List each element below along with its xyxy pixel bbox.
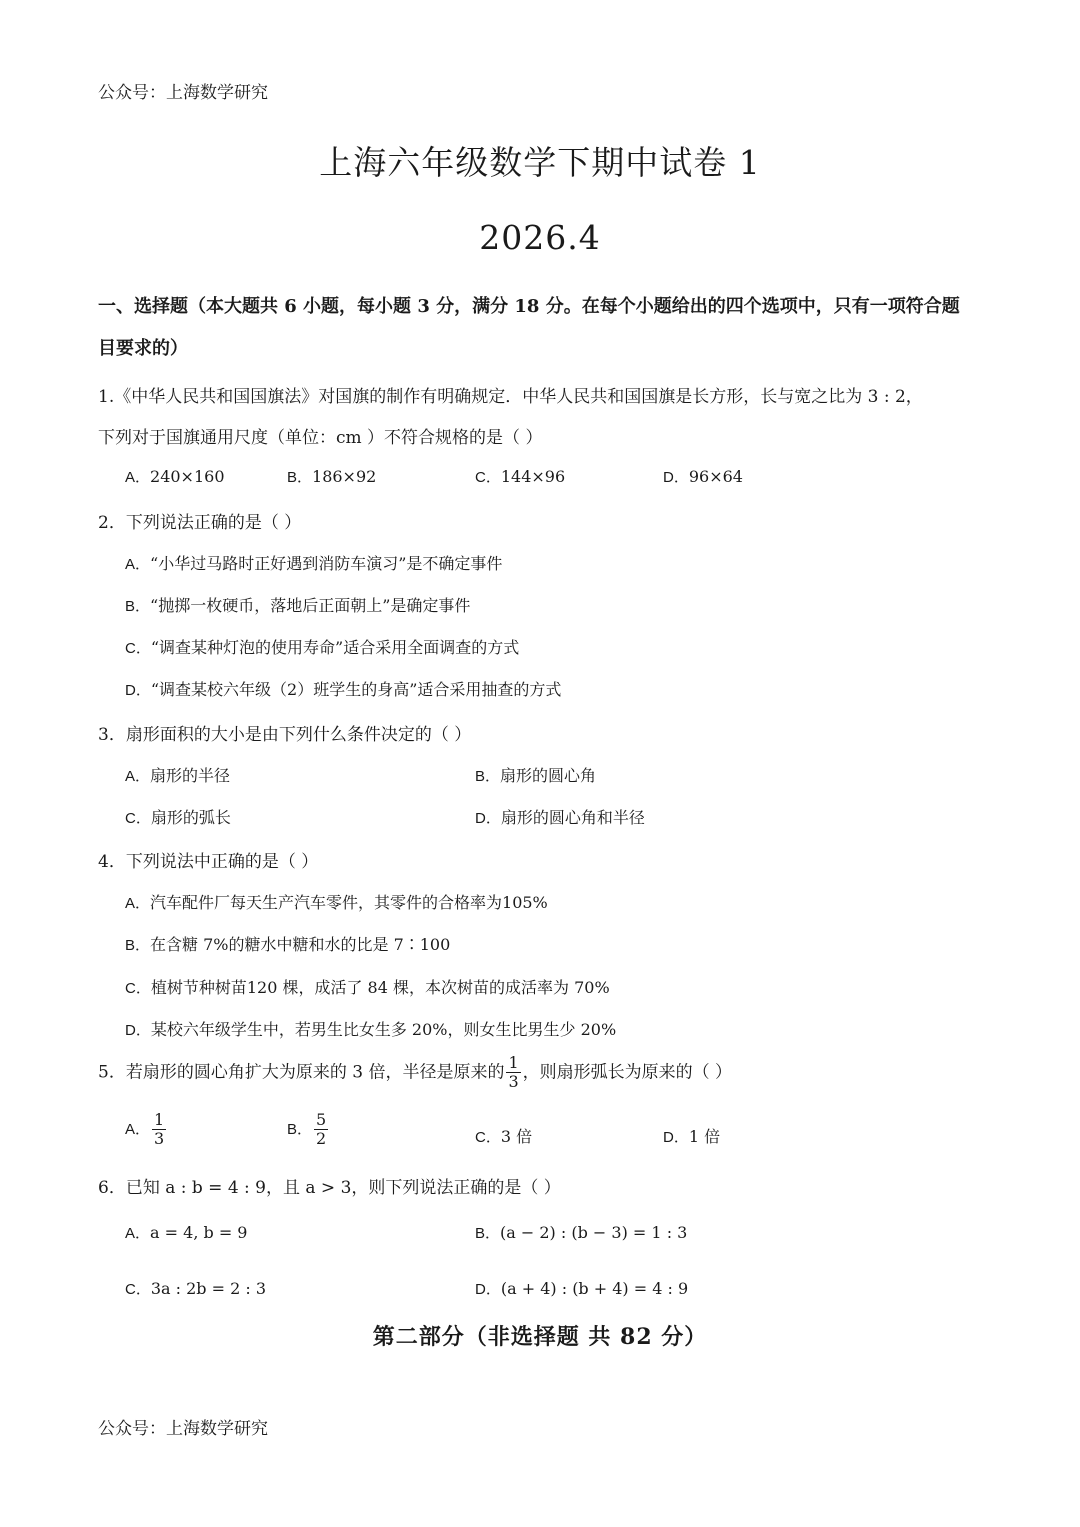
option-label: A． (125, 1121, 151, 1139)
question-5-option-d (663, 1124, 720, 1147)
option-label: D． (663, 1129, 689, 1146)
fraction-numerator: 1 (154, 1110, 165, 1129)
option-text: 在含糖 7%的糖水中糖和水的比是 7∶100 (150, 935, 451, 954)
option-text: “抛掷一枚硬币，落地后正面朝上”是确定事件 (150, 596, 471, 615)
question-6-option-d (475, 1278, 688, 1299)
option-fraction (314, 1111, 328, 1149)
page-title: 上海六年级数学下期中试卷 1 (319, 143, 761, 182)
option-label: A． (125, 895, 151, 912)
question-5-stem-part1: 5．若扇形的圆心角扩大为原来的 3 倍，半径是原来的 (98, 1062, 505, 1083)
option-label: A． (125, 768, 151, 785)
option-label: C． (125, 1281, 151, 1298)
question-1-option-a (125, 466, 225, 487)
question-5-option-b (287, 1111, 330, 1149)
option-text: 240×160 (150, 467, 225, 486)
option-label: B． (475, 1225, 501, 1242)
question-4-stem: 4．下列说法中正确的是（ ） (98, 852, 319, 872)
option-text: “调查某校六年级（2）班学生的身高”适合采用抽查的方式 (150, 680, 562, 699)
option-text: 某校六年级学生中，若男生比女生多 20%，则女生比男生少 20% (150, 1020, 617, 1039)
fraction-numerator: 5 (316, 1110, 327, 1129)
option-label: B． (125, 598, 151, 615)
fraction-denominator: 2 (316, 1129, 327, 1149)
question-6-stem: 6．已知 a : b = 4 : 9，且 a > 3，则下列说法正确的是（ ） (98, 1178, 561, 1198)
header-watermark-top: 公众号：上海数学研究 (98, 83, 268, 103)
question-5-option-c (475, 1124, 532, 1147)
question-2-option-c (125, 635, 519, 658)
option-label: D． (663, 469, 689, 486)
option-text: 植树节种树苗120 棵，成活了 84 棵，本次树苗的成活率为 70% (150, 978, 610, 997)
header-watermark-bottom: 公众号：上海数学研究 (98, 1419, 268, 1439)
option-label: B． (125, 937, 151, 954)
question-3-option-a (125, 763, 230, 786)
option-label: D． (475, 1281, 501, 1298)
option-text: 3a : 2b = 2 : 3 (150, 1279, 267, 1298)
exam-date: 2026.4 (479, 218, 601, 257)
question-3-option-d (475, 805, 645, 828)
question-3-option-c (125, 805, 231, 828)
fraction-numerator: 1 (508, 1053, 519, 1072)
fraction-one-third (506, 1054, 520, 1092)
question-1-stem-line2: 下列对于国旗通用尺度（单位：cm ）不符合规格的是（ ） (98, 428, 543, 448)
option-text: (a − 2) : (b − 3) = 1 : 3 (500, 1223, 688, 1242)
question-5-stem (98, 1054, 732, 1092)
option-text: 186×92 (312, 467, 377, 486)
question-3-option-b (475, 763, 596, 786)
option-text: (a + 4) : (b + 4) = 4 : 9 (500, 1279, 689, 1298)
option-label: C． (125, 980, 151, 997)
question-4-option-d (125, 1017, 616, 1040)
option-label: C． (125, 640, 151, 657)
option-text: a = 4, b = 9 (150, 1223, 248, 1242)
question-4-option-b (125, 932, 450, 955)
section-heading (98, 286, 998, 370)
question-6-option-b (475, 1222, 687, 1243)
option-label: D． (125, 1022, 151, 1039)
option-text: 扇形的圆心角 (500, 766, 597, 785)
question-5-option-a (125, 1111, 168, 1149)
option-label: A． (125, 1225, 151, 1242)
question-4-option-c (125, 975, 610, 998)
question-3-stem: 3．扇形面积的大小是由下列什么条件决定的（ ） (98, 725, 472, 745)
question-2-option-b (125, 593, 470, 616)
option-text: 144×96 (500, 467, 566, 486)
option-label: A． (125, 556, 151, 573)
option-label: C． (475, 469, 501, 486)
option-text: 3 倍 (500, 1127, 533, 1146)
option-text: 汽车配件厂每天生产汽车零件，其零件的合格率为105% (150, 893, 548, 912)
option-text: 96×64 (688, 467, 743, 486)
option-text: 扇形的弧长 (150, 808, 231, 827)
question-6-option-c (125, 1278, 266, 1299)
option-text: “调查某种灯泡的使用寿命”适合采用全面调查的方式 (150, 638, 520, 657)
option-text: 扇形的圆心角和半径 (500, 808, 645, 827)
option-text: “小华过马路时正好遇到消防车演习”是不确定事件 (150, 554, 503, 573)
section-heading-line1: 一、选择题（本大题共 6 小题，每小题 3 分，满分 18 分。在每个小题给出的四个选项中，只有一项符合题 (98, 296, 960, 317)
question-1-option-c (475, 466, 565, 487)
question-1-option-d (663, 466, 743, 487)
option-label: B． (287, 1121, 313, 1139)
fraction-denominator: 3 (154, 1129, 165, 1149)
option-text: 扇形的半径 (150, 766, 231, 785)
option-label: B． (287, 469, 313, 486)
option-fraction (152, 1111, 166, 1149)
question-2-stem: 2．下列说法正确的是（ ） (98, 513, 302, 533)
option-label: C． (475, 1129, 501, 1146)
section-heading-line2: 目要求的） (98, 338, 188, 359)
fraction-denominator: 3 (508, 1072, 519, 1092)
question-1-option-b (287, 466, 376, 487)
question-6-option-a (125, 1222, 247, 1243)
option-label: B． (475, 768, 501, 785)
question-1-stem: 1.《中华人民共和国国旗法》对国旗的制作有明确规定．中华人民共和国国旗是长方形，长与宽之比为 3 : 2， (98, 387, 923, 407)
question-4-option-a (125, 890, 548, 913)
question-5-stem-part2: ，则扇形弧长为原来的（ ） (522, 1062, 733, 1083)
question-2-option-d (125, 677, 561, 700)
option-text: 1 倍 (688, 1127, 721, 1146)
option-label: A． (125, 469, 151, 486)
option-label: D． (475, 810, 501, 827)
question-2-option-a (125, 551, 502, 574)
option-label: C． (125, 810, 151, 827)
option-label: D． (125, 682, 151, 699)
part-two-heading: 第二部分（非选择题 共 82 分） (372, 1324, 708, 1350)
